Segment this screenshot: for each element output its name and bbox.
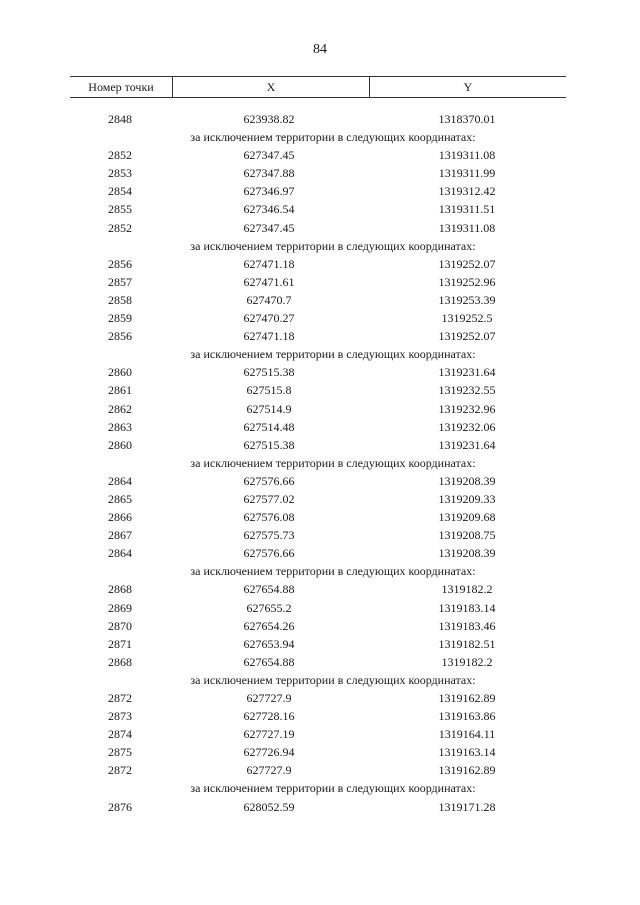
table-row [0, 400, 640, 418]
coord-x: 627471.18 [243, 329, 295, 344]
table-row [0, 725, 640, 743]
coord-x: 627727.9 [246, 763, 292, 778]
table-row [0, 544, 640, 562]
point-number: 2855 [108, 202, 132, 217]
coord-x: 627575.73 [243, 528, 295, 543]
coord-y: 1319312.42 [438, 184, 496, 199]
point-number: 2875 [108, 745, 132, 760]
coord-x: 623938.82 [243, 112, 295, 126]
coord-x: 627471.61 [243, 274, 295, 289]
coord-y: 1319253.39 [438, 292, 496, 307]
table-row [0, 291, 640, 309]
coord-y: 1319163.86 [438, 709, 496, 724]
coord-y: 1319171.28 [438, 799, 496, 814]
point-number: 2868 [108, 654, 132, 669]
point-number: 2872 [108, 691, 132, 705]
coord-x: 627515.38 [243, 365, 295, 380]
coord-x: 627514.48 [243, 419, 295, 434]
table-row [0, 110, 640, 128]
header-y: Y [463, 80, 473, 94]
coord-x: 627347.45 [243, 220, 295, 235]
coord-x: 627576.66 [243, 473, 295, 488]
coord-y: 1319232.06 [438, 419, 496, 434]
table-row [0, 617, 640, 635]
table-row [0, 508, 640, 526]
point-number: 2861 [108, 383, 132, 398]
table-row [0, 599, 640, 617]
table-row [0, 381, 640, 399]
point-number: 2856 [108, 256, 132, 271]
coord-y: 1319311.99 [438, 166, 496, 181]
table-row [0, 327, 640, 345]
exclusion-note-row [0, 671, 640, 689]
table-row [0, 798, 640, 816]
point-number: 2868 [108, 582, 132, 597]
exclusion-note-row [0, 345, 640, 363]
table-row [0, 472, 640, 490]
coord-x: 627726.94 [243, 745, 295, 760]
table-row [0, 743, 640, 761]
coord-y: 1319311.51 [438, 202, 496, 217]
coord-x: 627346.54 [243, 202, 295, 217]
point-number: 2854 [108, 184, 132, 199]
point-number: 2852 [108, 220, 132, 235]
table-row [0, 309, 640, 327]
coord-y: 1319209.68 [438, 510, 496, 525]
coord-y: 1319208.39 [438, 473, 496, 488]
table-header [70, 76, 566, 98]
exclusion-note-row [0, 454, 640, 472]
exclusion-note-text: за исключением территории в следующих координатах: [190, 455, 476, 470]
header-x: X [173, 77, 370, 97]
point-number: 2870 [108, 618, 132, 633]
coord-x: 628052.59 [243, 799, 295, 814]
point-number: 2863 [108, 419, 132, 434]
coord-y: 1318370.01 [438, 112, 496, 126]
coord-y: 1319182.2 [441, 654, 493, 669]
coord-y: 1319252.07 [438, 329, 496, 344]
coord-x: 627576.08 [243, 510, 295, 525]
coord-y: 1319232.96 [438, 401, 496, 416]
point-number: 2857 [108, 274, 132, 289]
coord-x: 627470.7 [246, 292, 292, 307]
coord-y: 1319208.39 [438, 546, 496, 561]
point-number: 2860 [108, 365, 132, 380]
exclusion-note-text: за исключением территории в следующих координатах: [190, 130, 476, 145]
table-row [0, 182, 640, 200]
coord-x: 627514.9 [246, 401, 292, 416]
point-number: 2865 [108, 491, 132, 506]
point-number: 2853 [108, 166, 132, 181]
table-row [0, 363, 640, 381]
exclusion-note-text: за исключением территории в следующих координатах: [190, 347, 476, 362]
coord-y: 1319162.89 [438, 691, 496, 705]
coord-y: 1319252.07 [438, 256, 496, 271]
point-number: 2864 [108, 546, 132, 561]
point-number: 2860 [108, 437, 132, 452]
coord-y: 1319162.89 [438, 763, 496, 778]
point-number: 2872 [108, 763, 132, 778]
point-number: 2871 [108, 636, 132, 651]
point-number: 2848 [108, 112, 132, 126]
table-row [0, 436, 640, 454]
point-number: 2864 [108, 473, 132, 488]
header-point-number: Номер точки [70, 77, 173, 97]
table-row [0, 219, 640, 237]
coord-y: 1319183.46 [438, 618, 496, 633]
table-row [0, 707, 640, 725]
coord-x: 627515.8 [246, 383, 292, 398]
coord-x: 627577.02 [243, 491, 295, 506]
point-number: 2874 [108, 727, 132, 742]
coord-y: 1319182.51 [438, 636, 496, 651]
exclusion-note-row [0, 128, 640, 146]
coord-y: 1319311.08 [438, 148, 496, 163]
point-number: 2862 [108, 401, 132, 416]
point-number: 2858 [108, 292, 132, 307]
coord-x: 627654.88 [243, 654, 295, 669]
table-row [0, 164, 640, 182]
coord-y: 1319231.64 [438, 437, 496, 452]
table-row [0, 200, 640, 218]
table-row [0, 580, 640, 598]
table-row [0, 418, 640, 436]
point-number: 2873 [108, 709, 132, 724]
page-number: 84 [313, 42, 327, 57]
coord-y: 1319164.11 [438, 727, 496, 742]
coord-y: 1319182.2 [441, 582, 493, 597]
point-number: 2866 [108, 510, 132, 525]
coord-x: 627347.45 [243, 148, 295, 163]
table-row [0, 490, 640, 508]
point-number: 2869 [108, 600, 132, 615]
coord-y: 1319232.55 [438, 383, 496, 398]
coord-x: 627653.94 [243, 636, 295, 651]
coord-x: 627727.9 [246, 691, 292, 705]
coord-x: 627515.38 [243, 437, 295, 452]
point-number: 2876 [108, 799, 132, 814]
coord-x: 627347.88 [243, 166, 295, 181]
point-number: 2867 [108, 528, 132, 543]
exclusion-note-text: за исключением территории в следующих координатах: [190, 672, 476, 687]
table-row [0, 761, 640, 779]
coord-x: 627346.97 [243, 184, 295, 199]
exclusion-note-row [0, 237, 640, 255]
coord-y: 1319208.75 [438, 528, 496, 543]
exclusion-note-text: за исключением территории в следующих координатах: [190, 564, 476, 579]
coord-y: 1319252.96 [438, 274, 496, 289]
table-row [0, 146, 640, 164]
point-number: 2859 [108, 311, 132, 326]
table-row [0, 273, 640, 291]
coord-y: 1319252.5 [441, 311, 493, 326]
coord-y: 1319311.08 [438, 220, 496, 235]
table-row [0, 526, 640, 544]
exclusion-note-row [0, 562, 640, 580]
coord-x: 627655.2 [246, 600, 292, 615]
coordinates-table [0, 110, 640, 816]
coord-x: 627728.16 [243, 709, 295, 724]
coord-y: 1319183.14 [438, 600, 496, 615]
coord-x: 627654.88 [243, 582, 295, 597]
coord-x: 627576.66 [243, 546, 295, 561]
coord-x: 627727.19 [243, 727, 295, 742]
coord-y: 1319209.33 [438, 491, 496, 506]
exclusion-note-text: за исключением территории в следующих координатах: [190, 781, 476, 796]
exclusion-note-row [0, 779, 640, 797]
table-row [0, 689, 640, 707]
coord-x: 627470.27 [243, 311, 295, 326]
table-row [0, 255, 640, 273]
coord-y: 1319231.64 [438, 365, 496, 380]
table-row [0, 635, 640, 653]
point-number: 2852 [108, 148, 132, 163]
exclusion-note-text: за исключением территории в следующих координатах: [190, 238, 476, 253]
coord-x: 627654.26 [243, 618, 295, 633]
coord-y: 1319163.14 [438, 745, 496, 760]
point-number: 2856 [108, 329, 132, 344]
coord-x: 627471.18 [243, 256, 295, 271]
table-row [0, 653, 640, 671]
